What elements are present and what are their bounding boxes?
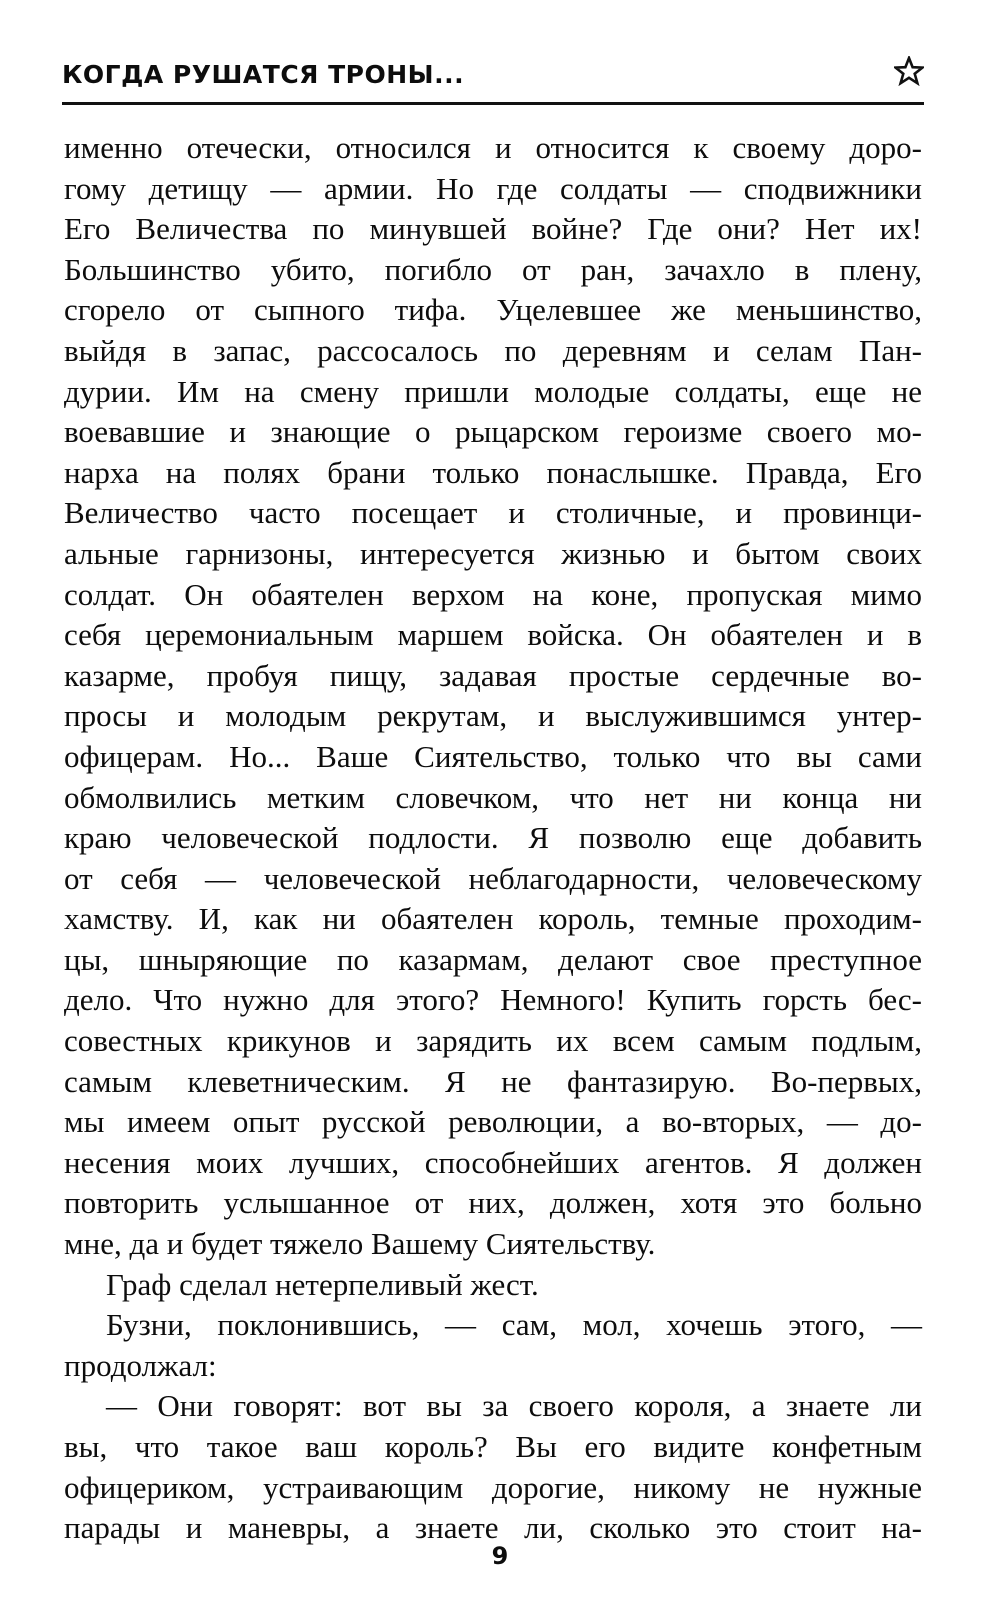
text-line: именно отечески, относился и относится к своему доро- (64, 130, 922, 165)
text-line: Величество часто посещает и столичные, и провинци- (64, 495, 922, 531)
text-line: казарме, пробуя пищу, задавая простые сердечные во- (64, 657, 922, 693)
text-line: хамству. И, как ни обаятелен король, темные проходим- (64, 901, 922, 937)
text-line: Граф сделал нетерпеливый жест. (106, 1266, 539, 1302)
text-line: офицериком, устраивающим дорогие, никому не нужные (64, 1469, 922, 1505)
text-line: краю человеческой подлости. Я позволю еще добавить (64, 820, 922, 856)
text-line: вы, что такое ваш король? Вы его видите конфетным (64, 1429, 922, 1464)
page-number: 9 (491, 1542, 509, 1570)
text-line: парады и маневры, а знаете ли, сколько это стоит на- (64, 1510, 922, 1546)
text-line: себя церемониальным маршем войска. Он обаятелен и в (64, 617, 922, 653)
text-line: — Они говорят: вот вы за своего короля, а знаете ли (106, 1388, 922, 1424)
text-line: дурии. Им на смену пришли молодые солдаты, еще не (64, 373, 922, 409)
text-line: от себя — человеческой неблагодарности, человеческому (64, 860, 922, 896)
text-line: просы и молодым рекрутам, и выслужившимся унтер- (64, 698, 922, 734)
body-text (64, 128, 922, 1549)
text-line: дело. Что нужно для этого? Немного! Купить горсть бес- (64, 982, 922, 1018)
text-line: мы имеем опыт русской революции, а во-вторых, — до- (64, 1104, 922, 1140)
text-line: самым клеветническим. Я не фантазирую. Во-первых, (64, 1063, 922, 1099)
text-line: мне, да и будет тяжело Вашему Сиятельству. (64, 1226, 656, 1262)
text-line: цы, шныряющие по казармам, делают свое преступное (64, 941, 922, 977)
text-line: нарха на полях брани только понаслышке. Правда, Его (64, 454, 922, 490)
running-title: КОГДА РУШАТСЯ ТРОНЫ... (62, 60, 465, 89)
running-header (62, 52, 924, 105)
text-line: солдат. Он обаятелен верхом на коне, пропуская мимо (64, 576, 922, 612)
text-line: несения моих лучших, способнейших агентов. Я должен (64, 1144, 922, 1180)
text-line: Большинство убито, погибло от ран, зачахло в плену, (64, 251, 922, 287)
text-line: повторить услышанное от них, должен, хотя это больно (64, 1185, 922, 1221)
text-line: воевавшие и знающие о рыцарском героизме своего мо- (64, 414, 922, 450)
text-line: совестных крикунов и зарядить их всем самым подлым, (64, 1023, 922, 1059)
text-line: сгорело от сыпного тифа. Уцелевшее же меньшинство, (64, 292, 922, 328)
text-line: офицерам. Но... Ваше Сиятельство, только что вы сами (64, 738, 922, 774)
text-line: продолжал: (64, 1347, 217, 1383)
star-icon (894, 56, 924, 86)
text-line: Его Величества по минувшей войне? Где они? Нет их! (64, 211, 922, 247)
text-line: обмолвились метким словечком, что нет ни конца ни (64, 779, 922, 815)
text-line: выйдя в запас, рассосалось по деревням и селам Пан- (64, 332, 922, 368)
text-line: альные гарнизоны, интересуется жизнью и бытом своих (64, 535, 922, 571)
text-line: Бузни, поклонившись, — сам, мол, хочешь этого, — (106, 1307, 922, 1343)
text-line: гому детищу — армии. Но где солдаты — сподвижники (64, 170, 922, 206)
